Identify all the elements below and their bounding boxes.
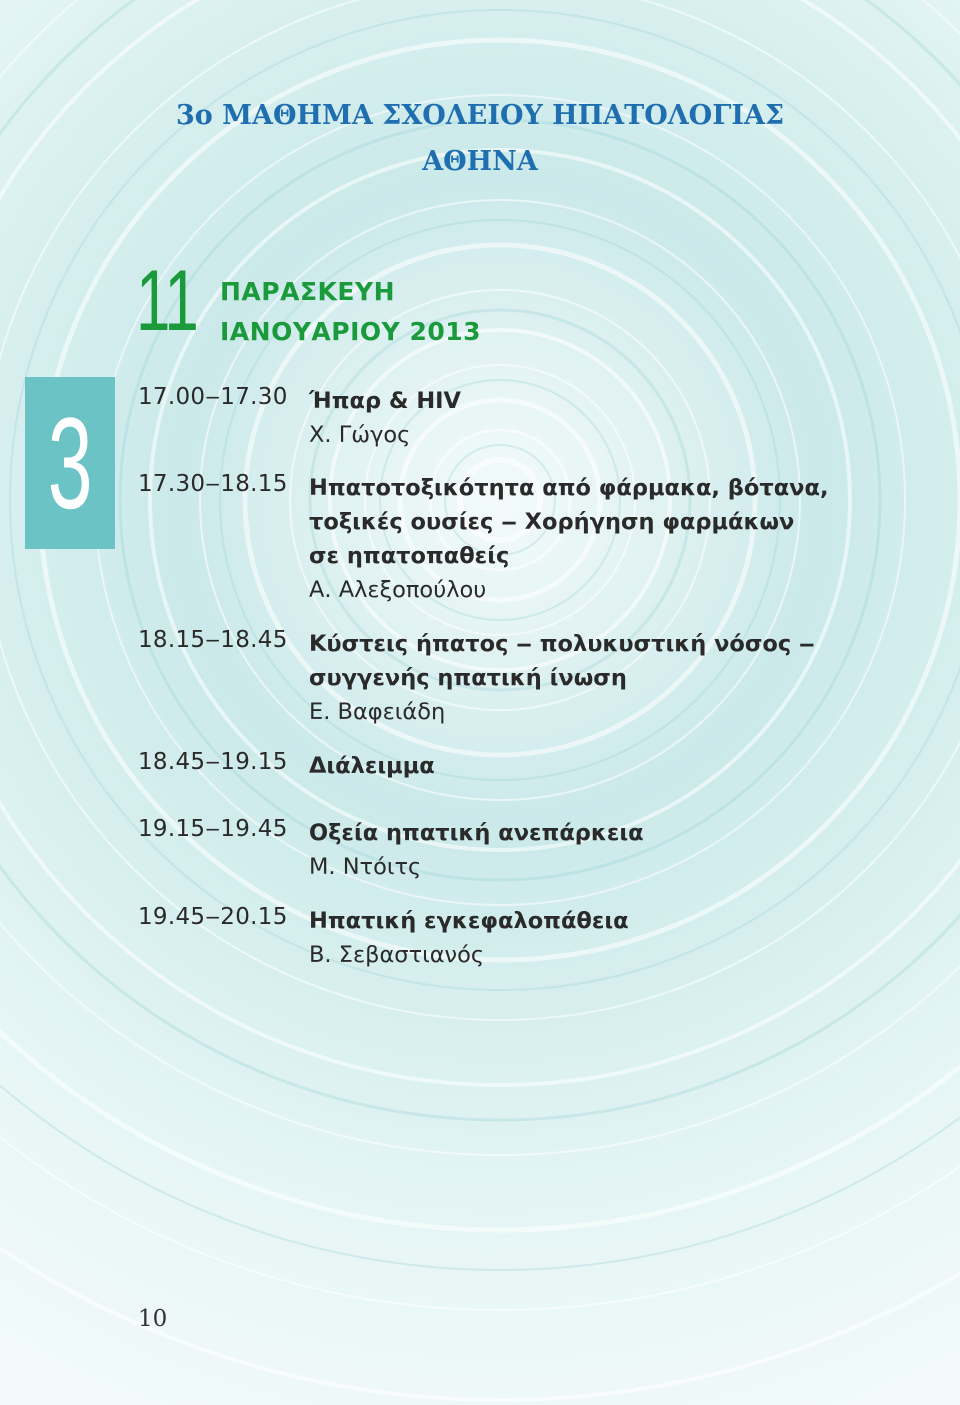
session-title: Ηπατική εγκεφαλοπάθεια	[309, 908, 629, 934]
session-time: 17.00‒17.30	[138, 384, 288, 410]
session-time: 17.30‒18.15	[138, 471, 288, 497]
session-title-line: συγγενής ηπατική ίνωση	[309, 665, 627, 691]
session-title-line: Κύστεις ήπατος ‒ πολυκυστική νόσος ‒	[309, 631, 815, 657]
session-title-line: Ηπατοτοξικότητα από φάρμακα, βότανα,	[309, 475, 829, 501]
course-city: ΑΘΗΝΑ	[422, 146, 538, 177]
session-speaker: Ε. Βαφειάδη	[309, 699, 446, 725]
session-title: Ήπαρ & HIV	[309, 388, 461, 414]
session-title: Οξεία ηπατική ανεπάρκεια	[309, 820, 644, 846]
session-time: 18.45‒19.15	[138, 749, 288, 775]
session-title-line: σε ηπατοπαθείς	[309, 543, 510, 569]
section-number: 3	[47, 390, 93, 536]
section-number-badge	[25, 377, 115, 549]
session-title: Διάλειμμα	[309, 753, 435, 779]
session-speaker: Α. Αλεξοπούλου	[309, 577, 487, 603]
session-time: 19.15‒19.45	[138, 816, 288, 842]
session-time: 19.45‒20.15	[138, 904, 288, 930]
day-number: 11	[136, 253, 198, 349]
session-title-line: τοξικές ουσίες ‒ Χορήγηση φαρμάκων	[309, 509, 795, 535]
day-month-year: ΙΑΝΟΥΑΡΙΟΥ 2013	[220, 317, 482, 346]
page-number: 10	[138, 1306, 168, 1332]
session-speaker: Μ. Ντόιτς	[309, 854, 422, 880]
session-speaker: Χ. Γώγος	[309, 422, 411, 448]
course-title: 3ο ΜΑΘΗΜΑ ΣΧΟΛΕΙΟΥ ΗΠΑΤΟΛΟΓΙΑΣ	[175, 100, 785, 131]
session-time: 18.15‒18.45	[138, 627, 288, 653]
session-speaker: Β. Σεβαστιανός	[309, 942, 485, 968]
day-weekday: ΠΑΡΑΣΚΕΥΗ	[220, 277, 395, 306]
